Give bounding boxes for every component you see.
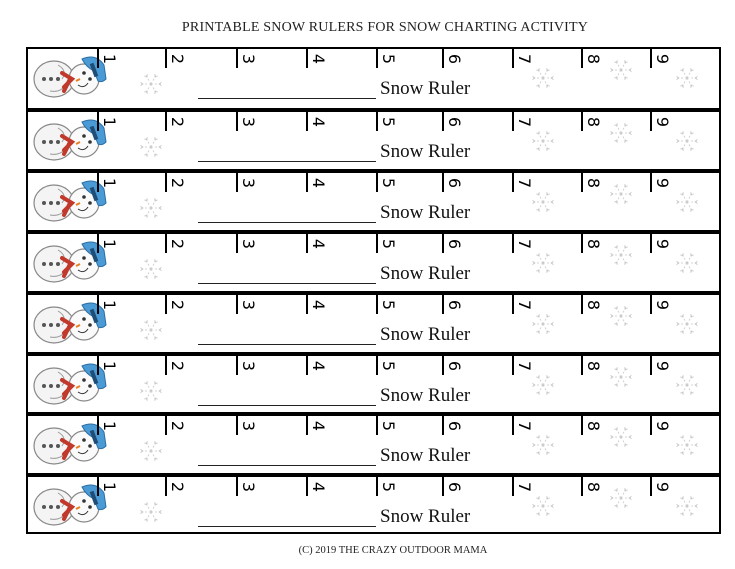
tick-number: 6 [445,482,464,493]
tick-number: 5 [379,482,398,493]
tick-mark [97,356,99,375]
snowflake-icon [136,315,166,345]
tick-number: 1 [100,421,119,432]
tick-number: 9 [653,177,672,188]
tick-mark [236,173,238,192]
tick-mark [165,356,167,375]
tick-number: 2 [168,482,187,493]
tick-mark [165,295,167,314]
tick-mark [236,356,238,375]
tick-number: 5 [379,53,398,65]
page-title: PRINTABLE SNOW RULERS FOR SNOW CHARTING ACTIVITY [181,20,589,35]
tick-number: 7 [515,299,534,310]
snowflake-icon [528,248,558,278]
tick-number: 5 [379,116,398,127]
tick-number: 6 [445,299,464,310]
snow-ruler [28,49,719,107]
rulers-sheet [26,47,721,534]
tick-number: 4 [309,482,328,493]
tick-mark [165,49,167,68]
tick-mark [306,112,308,131]
snow-ruler [28,230,719,291]
snowflake-icon [136,497,166,527]
snowflake-icon [136,376,166,406]
tick-mark [581,112,583,131]
tick-number: 6 [445,177,464,188]
snowflake-icon [136,132,166,162]
snowflake-icon [672,187,702,217]
tick-number: 7 [515,482,534,493]
tick-number: 8 [584,177,603,188]
snowflake-icon [606,240,636,270]
tick-mark [512,477,514,496]
tick-number: 1 [100,360,119,371]
tick-mark [512,234,514,253]
snow-ruler [28,291,719,352]
tick-mark [581,234,583,253]
tick-number: 6 [445,360,464,371]
ruler-label: Snow Ruler [380,445,471,467]
tick-number: 5 [379,299,398,310]
tick-number: 7 [515,360,534,371]
tick-mark [650,356,652,375]
tick-number: 6 [445,116,464,127]
tick-number: 1 [100,177,119,188]
tick-mark [512,173,514,192]
ruler-label: Snow Ruler [380,506,471,528]
tick-mark [97,112,99,131]
tick-mark [236,416,238,435]
tick-number: 3 [239,482,258,493]
tick-mark [581,356,583,375]
tick-mark [165,477,167,496]
snowflake-icon [672,248,702,278]
tick-mark [650,477,652,496]
tick-mark [97,295,99,314]
tick-mark [376,234,378,253]
tick-mark [376,356,378,375]
ruler-label: Snow Ruler [380,201,471,223]
tick-number: 3 [239,177,258,188]
snow-ruler [28,108,719,169]
tick-number: 7 [515,177,534,188]
snowflake-icon [606,301,636,331]
tick-number: 6 [445,421,464,432]
ruler-label: Snow Ruler [380,78,471,99]
tick-mark [376,173,378,192]
tick-number: 2 [168,53,187,65]
tick-number: 5 [379,421,398,432]
snowflake-icon [528,187,558,217]
tick-number: 4 [309,177,328,188]
ruler-label: Snow Ruler [380,384,471,406]
tick-mark [442,49,444,68]
ruler-label: Snow Ruler [380,140,471,162]
tick-number: 4 [309,299,328,310]
tick-number: 4 [309,360,328,371]
tick-number: 3 [239,53,258,65]
tick-mark [581,49,583,68]
tick-mark [512,112,514,131]
tick-number: 5 [379,360,398,371]
tick-mark [650,416,652,435]
tick-mark [376,49,378,68]
tick-mark [97,173,99,192]
tick-mark [165,234,167,253]
tick-mark [376,295,378,314]
tick-mark [581,477,583,496]
tick-mark [442,295,444,314]
copyright-footer: (C) 2019 THE CRAZY OUTDOOR MAMA [298,545,488,556]
tick-mark [581,295,583,314]
tick-number: 3 [239,299,258,310]
tick-number: 2 [168,116,187,127]
tick-mark [97,49,99,68]
snowflake-icon [528,491,558,521]
tick-mark [650,173,652,192]
tick-number: 1 [100,238,119,249]
tick-number: 1 [100,482,119,493]
tick-number: 8 [584,53,603,65]
snowflake-icon [606,422,636,452]
snowflake-icon [528,370,558,400]
name-blank-line [198,98,376,99]
tick-number: 1 [100,299,119,310]
tick-mark [165,416,167,435]
ruler-label: Snow Ruler [380,323,471,345]
tick-mark [165,173,167,192]
tick-number: 2 [168,421,187,432]
tick-mark [97,234,99,253]
tick-mark [581,416,583,435]
tick-number: 2 [168,177,187,188]
tick-mark [306,49,308,68]
tick-number: 8 [584,421,603,432]
tick-mark [306,173,308,192]
tick-mark [512,49,514,68]
tick-mark [236,234,238,253]
tick-mark [442,477,444,496]
tick-mark [512,295,514,314]
tick-number: 3 [239,421,258,432]
tick-number: 4 [309,53,328,65]
tick-mark [306,477,308,496]
tick-mark [236,477,238,496]
snowflake-icon [672,309,702,339]
snowflake-icon [606,55,636,85]
tick-number: 8 [584,482,603,493]
snowflake-icon [606,362,636,392]
tick-mark [376,477,378,496]
tick-number: 7 [515,53,534,65]
tick-number: 7 [515,421,534,432]
tick-mark [650,112,652,131]
tick-mark [97,416,99,435]
tick-mark [306,295,308,314]
tick-number: 6 [445,53,464,65]
tick-mark [376,112,378,131]
snowflake-icon [606,483,636,513]
tick-mark [165,112,167,131]
snowflake-icon [672,126,702,156]
tick-number: 4 [309,238,328,249]
tick-number: 9 [653,53,672,65]
snowflake-icon [672,63,702,93]
tick-mark [236,49,238,68]
tick-mark [442,112,444,131]
tick-mark [306,356,308,375]
snow-ruler [28,473,719,534]
tick-number: 9 [653,116,672,127]
name-blank-line [198,344,376,345]
tick-number: 9 [653,482,672,493]
tick-mark [376,416,378,435]
tick-number: 3 [239,360,258,371]
snowflake-icon [528,430,558,460]
snowflake-icon [528,63,558,93]
tick-number: 1 [100,53,119,65]
tick-mark [650,234,652,253]
tick-number: 2 [168,360,187,371]
ruler-label: Snow Ruler [380,262,471,284]
tick-number: 8 [584,299,603,310]
tick-number: 7 [515,238,534,249]
snow-ruler [28,169,719,230]
snowflake-icon [672,491,702,521]
tick-mark [306,416,308,435]
tick-number: 9 [653,360,672,371]
name-blank-line [198,283,376,284]
snowflake-icon [136,436,166,466]
name-blank-line [198,161,376,162]
tick-mark [442,234,444,253]
tick-mark [650,49,652,68]
name-blank-line [198,222,376,223]
tick-number: 7 [515,116,534,127]
snowflake-icon [606,179,636,209]
snowflake-icon [672,370,702,400]
snowflake-icon [136,254,166,284]
snowflake-icon [606,118,636,148]
name-blank-line [198,465,376,466]
tick-number: 2 [168,238,187,249]
tick-number: 3 [239,238,258,249]
tick-mark [236,295,238,314]
tick-number: 9 [653,299,672,310]
tick-mark [442,416,444,435]
tick-number: 2 [168,299,187,310]
name-blank-line [198,526,376,527]
name-blank-line [198,405,376,406]
snow-ruler [28,412,719,473]
tick-number: 5 [379,177,398,188]
tick-number: 4 [309,116,328,127]
snowflake-icon [528,126,558,156]
tick-mark [236,112,238,131]
tick-mark [581,173,583,192]
snowflake-icon [136,69,166,99]
tick-number: 6 [445,238,464,249]
tick-number: 1 [100,116,119,127]
tick-number: 4 [309,421,328,432]
tick-number: 9 [653,238,672,249]
tick-number: 8 [584,116,603,127]
tick-mark [306,234,308,253]
tick-mark [97,477,99,496]
snow-ruler [28,352,719,413]
snowflake-icon [672,430,702,460]
snowflake-icon [136,193,166,223]
tick-number: 8 [584,360,603,371]
tick-mark [650,295,652,314]
tick-number: 3 [239,116,258,127]
tick-number: 8 [584,238,603,249]
tick-mark [512,356,514,375]
snowflake-icon [528,309,558,339]
tick-mark [442,173,444,192]
tick-mark [512,416,514,435]
tick-number: 9 [653,421,672,432]
tick-number: 5 [379,238,398,249]
tick-mark [442,356,444,375]
